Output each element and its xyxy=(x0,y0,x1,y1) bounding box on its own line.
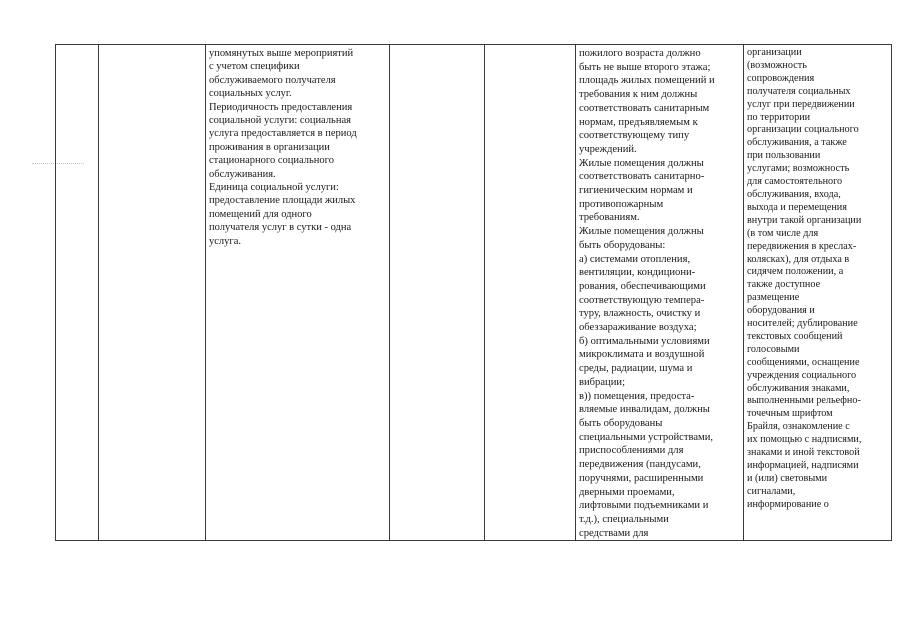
quality-line: быть оборудованы xyxy=(579,417,663,429)
conditions-line: при пользовании xyxy=(747,150,821,162)
quality-line: пожилого возраста должно xyxy=(579,48,701,59)
conditions-line: по территории xyxy=(747,111,811,123)
conditions-line: обслуживания, а также xyxy=(747,137,847,149)
conditions-line: обслуживания знаками, xyxy=(747,382,850,394)
table-cell-timing xyxy=(485,45,576,541)
quality-line: а) системами отопления, xyxy=(579,253,691,265)
conditions-line: передвижения в креслах- xyxy=(747,240,857,252)
quality-line: требования к ним должны xyxy=(579,89,698,101)
quality-line: лифтовыми подъемниками и xyxy=(579,500,709,512)
conditions-line: точечным шрифтом xyxy=(747,408,833,420)
quality-line: вибрации; xyxy=(579,376,626,388)
conditions-line: информацией, надписями xyxy=(747,460,859,471)
description-text xyxy=(209,47,386,248)
quality-line: приспособлениями для xyxy=(579,445,684,457)
conditions-line: оборудования и xyxy=(747,305,815,317)
conditions-line: носителей; дублирование xyxy=(747,318,858,330)
conditions-line: сообщениями, оснащение xyxy=(747,356,860,368)
conditions-line: внутри такой организации xyxy=(747,214,862,226)
conditions-line: организации социального xyxy=(747,124,859,136)
table-cell-service-description xyxy=(206,45,390,541)
conditions-line: сидячем положении, а xyxy=(747,266,844,278)
quality-line: соответствующему типу xyxy=(579,130,690,142)
conditions-line: организации xyxy=(747,47,802,58)
conditions-line: сигналами, xyxy=(747,485,796,497)
table-cell-tariff xyxy=(390,45,485,541)
conditions-line: колясках), для отдыха в xyxy=(747,253,850,265)
description-line: услуга предоставляется в период xyxy=(209,128,357,140)
quality-line: в)) помещения, предоста- xyxy=(579,390,695,402)
conditions-line: их помощью с надписями, xyxy=(747,434,862,446)
description-line: проживания в организации xyxy=(209,141,330,153)
description-line: обслуживаемого получателя xyxy=(209,74,336,86)
quality-line: специальными устройствами, xyxy=(579,431,714,443)
description-line: стационарного социального xyxy=(209,155,334,167)
conditions-line: голосовыми xyxy=(747,343,800,355)
quality-line: передвижения (пандусами, xyxy=(579,459,701,471)
description-line: Периодичность предоставления xyxy=(209,101,353,113)
quality-line: быть не выше второго этажа; xyxy=(579,61,711,73)
quality-line: дверными проемами, xyxy=(579,486,675,498)
description-line: предоставление площади жилых xyxy=(209,195,356,207)
description-line: социальной услуги: социальная xyxy=(209,115,351,127)
conditions-line: услугами; возможность xyxy=(747,163,850,175)
conditions-line: знаками и иной текстовой xyxy=(747,447,860,459)
quality-line: среды, радиации, шума и xyxy=(579,363,693,375)
quality-line: вентиляции, кондициони- xyxy=(579,267,696,279)
quality-line: соответствовать санитарно- xyxy=(579,171,705,183)
conditions-line: информирование о xyxy=(747,498,829,510)
quality-line: площадь жилых помещений и xyxy=(579,75,715,87)
conditions-line: выполненными рельефно- xyxy=(747,395,861,407)
table-cell-service-name xyxy=(99,45,206,541)
conditions-line: получателя социальных xyxy=(747,85,851,97)
conditions-line: для самостоятельного xyxy=(747,176,843,188)
description-line: с учетом специфики xyxy=(209,61,300,73)
conditions-line: размещение xyxy=(747,292,800,304)
table-cell-accessibility-conditions xyxy=(744,45,892,541)
conditions-line: учреждения социального xyxy=(747,369,857,381)
conditions-line: выхода и перемещения xyxy=(747,201,847,213)
description-line: Единица социальной услуги: xyxy=(209,182,339,194)
quality-line: рования, обеспечивающими xyxy=(579,280,706,292)
quality-line: гигиеническим нормам и xyxy=(579,185,693,197)
conditions-line: обслуживания, входа, xyxy=(747,188,841,200)
quality-line: Жилые помещения должны xyxy=(579,226,704,238)
quality-line: противопожарным xyxy=(579,198,664,210)
conditions-line: и (или) световыми xyxy=(747,472,828,484)
description-line: социальных услуг. xyxy=(209,88,292,100)
quality-line: быть оборудованы: xyxy=(579,239,666,251)
conditions-line: (возможность xyxy=(747,59,807,71)
quality-line: Жилые помещения должны xyxy=(579,157,704,169)
quality-line: средствами для xyxy=(579,527,649,539)
conditions-text xyxy=(747,47,888,512)
description-line: услуга. xyxy=(209,235,241,247)
quality-line: поручнями, расширенными xyxy=(579,472,704,484)
table-row xyxy=(56,45,892,541)
quality-line: требованиям. xyxy=(579,212,640,224)
description-line: получателя услуг в сутки - одна xyxy=(209,222,352,234)
description-line: обслуживания. xyxy=(209,168,276,180)
quality-line: микроклимата и воздушной xyxy=(579,349,705,361)
conditions-line: сопровождения xyxy=(747,72,815,84)
conditions-line: текстовых сообщений xyxy=(747,330,843,342)
quality-line: б) оптимальными условиями xyxy=(579,335,710,347)
conditions-line: Брайля, ознакомление с xyxy=(747,421,850,433)
services-table xyxy=(55,44,892,541)
quality-line: соответствовать санитарным xyxy=(579,102,710,114)
description-line: помещений для одного xyxy=(209,208,312,220)
quality-line: т.д.), специальными xyxy=(579,513,669,525)
conditions-line: (в том числе для xyxy=(747,227,819,239)
conditions-line: также доступное xyxy=(747,279,821,291)
quality-line: соответствующую темпера- xyxy=(579,294,705,306)
description-line: упомянутых выше мероприятий xyxy=(209,48,354,59)
quality-line: учреждений. xyxy=(579,143,637,155)
quality-text xyxy=(579,47,740,540)
conditions-line: услуг при передвижении xyxy=(747,98,855,110)
quality-line: вляемые инвалидам, должны xyxy=(579,404,710,416)
quality-line: нормам, предъявляемым к xyxy=(579,116,698,128)
table-cell-number xyxy=(56,45,99,541)
quality-line: туру, влажность, очистку и xyxy=(579,308,701,320)
quality-line: обеззараживание воздуха; xyxy=(579,322,697,334)
table-cell-quality-indicators xyxy=(576,45,744,541)
